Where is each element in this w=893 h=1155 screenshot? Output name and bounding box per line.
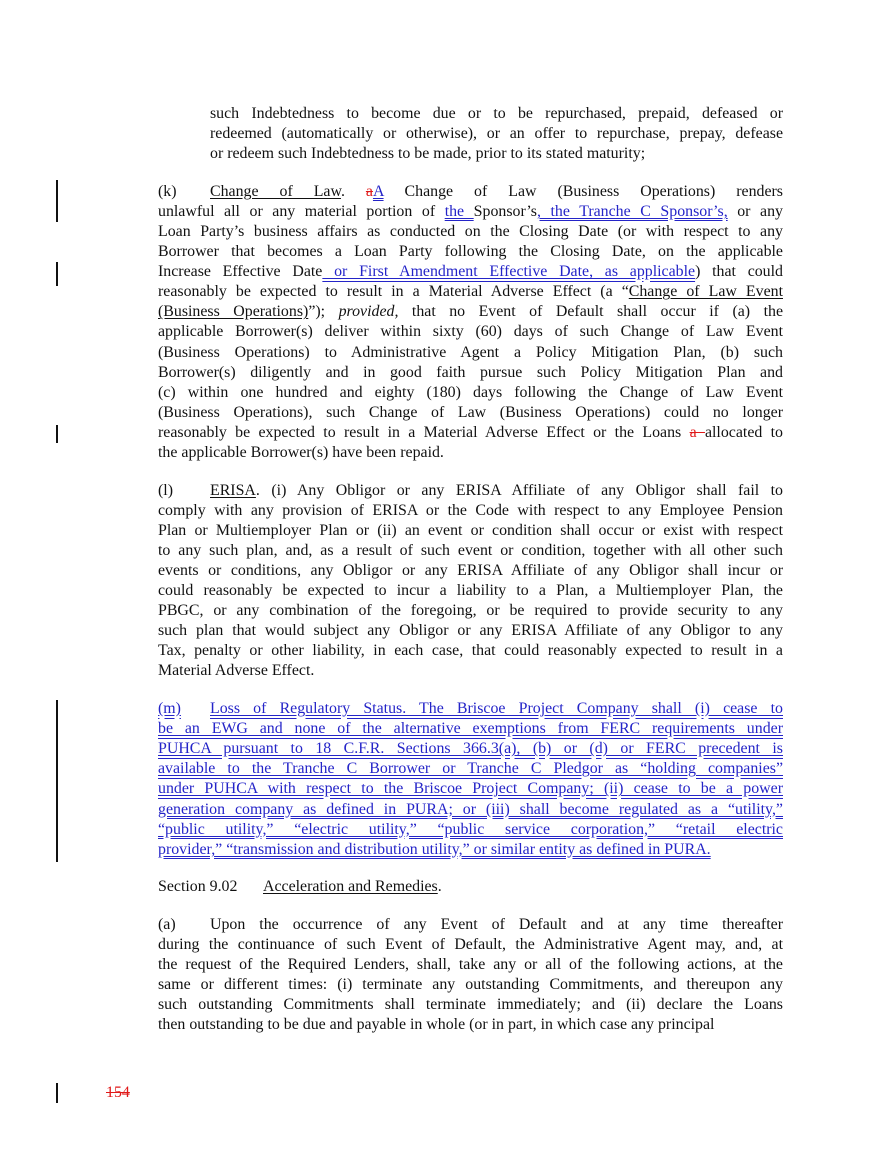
text-line bbox=[158, 955, 783, 975]
clause-label: (m) bbox=[158, 700, 181, 718]
text-run: (Business Operations) to Administrative Agent a Policy Mitigation Plan, (b) such bbox=[158, 343, 783, 361]
text-run: Borrower that becomes a Loan Party following the Closing Date, on the applicable bbox=[158, 243, 783, 261]
text-line bbox=[158, 124, 783, 144]
text-line bbox=[158, 501, 783, 521]
deleted-text: a bbox=[365, 182, 373, 200]
text-line bbox=[158, 995, 783, 1015]
text-run: (Business Operations), such Change of Law (Business Operations) could no longer bbox=[158, 403, 783, 421]
text-run: reasonably be expected to result in a Material Adverse Effect or the Loans bbox=[158, 423, 690, 441]
text-line bbox=[158, 322, 783, 342]
document-body bbox=[158, 104, 783, 1053]
text-line bbox=[158, 915, 783, 935]
inserted-text: under PUHCA with respect to the Briscoe Project Company; (ii) cease to be a power bbox=[158, 780, 783, 798]
text-run: Plan or Multiemployer Plan or (ii) an event or condition shall occur or exist with respect bbox=[158, 521, 783, 539]
text-run: . bbox=[437, 878, 442, 896]
text-line bbox=[158, 521, 783, 541]
text-run: or redeem such Indebtedness to be made, prior to its stated maturity; bbox=[210, 145, 646, 163]
text-run: the request of the Required Lenders, shall, take any or all of the following actions, at the bbox=[158, 956, 783, 974]
text-line bbox=[158, 104, 783, 124]
text-run: Tax, penalty or other liability, in each case, that could reasonably expected to result in a bbox=[158, 642, 783, 660]
inserted-text: “public utility,” “electric utility,” “public service corporation,” “retail electric bbox=[158, 820, 783, 838]
text-line bbox=[158, 262, 783, 282]
text-line bbox=[158, 481, 783, 501]
text-line bbox=[158, 302, 783, 322]
text-line bbox=[158, 935, 783, 955]
text-run: to any such plan, and, as a result of such event or condition, together with all other such bbox=[158, 541, 783, 559]
text-run: then outstanding to be due and payable in whole (or in part, in which case any principal bbox=[158, 1016, 715, 1034]
text-run: or any bbox=[727, 202, 783, 220]
text-line bbox=[158, 423, 783, 443]
inserted-text: , the Tranche C Sponsor’s, bbox=[536, 202, 728, 220]
text-line bbox=[158, 820, 783, 840]
clause-label: (l) bbox=[158, 481, 173, 499]
text-line bbox=[158, 202, 783, 222]
text-run: same or different times: (i) terminate any outstanding Commitments, and thereupon any bbox=[158, 976, 783, 994]
inserted-text: A bbox=[372, 182, 384, 200]
text-line bbox=[158, 343, 783, 363]
text-run: comply with any provision of ERISA or the Code with respect to any Employee Pension bbox=[158, 501, 783, 519]
text-run: that no Event of Default shall occur if (a) the bbox=[398, 303, 783, 321]
text-line bbox=[158, 222, 783, 242]
text-run: Sponsor’s bbox=[473, 202, 537, 220]
inserted-text: the bbox=[444, 202, 474, 220]
text-run: ”); bbox=[308, 303, 339, 321]
text-run: unlawful all or any material portion of bbox=[158, 202, 445, 220]
text-line bbox=[158, 1015, 783, 1035]
text-line bbox=[158, 144, 783, 164]
text-run: PBGC, or any combination of the foregoing, or be required to provide security to any bbox=[158, 602, 783, 620]
text-run: . bbox=[340, 182, 366, 200]
section-number: Section 9.02 bbox=[158, 878, 238, 896]
text-line bbox=[158, 975, 783, 995]
underlined-heading: Change of Law Event bbox=[628, 283, 783, 301]
text-line bbox=[158, 541, 783, 561]
text-line bbox=[158, 182, 783, 202]
text-run: reasonably be expected to result in a Material Adverse Effect (a “ bbox=[158, 283, 629, 301]
text-line bbox=[158, 641, 783, 661]
text-run: Change of Law (Business Operations) renders bbox=[383, 182, 783, 200]
text-run: such plan that would subject any Obligor or any ERISA Affiliate of any Obligor to any bbox=[158, 622, 783, 640]
text-line bbox=[158, 403, 783, 423]
underlined-heading: Acceleration and Remedies bbox=[263, 878, 438, 896]
text-line bbox=[158, 800, 783, 820]
inserted-text: or First Amendment Effective Date, as applicable bbox=[322, 263, 696, 281]
text-line bbox=[158, 840, 783, 860]
text-line bbox=[158, 242, 783, 262]
text-run: redeemed (automatically or otherwise), or an offer to repurchase, prepay, defease bbox=[210, 125, 783, 143]
text-line bbox=[158, 282, 783, 302]
text-run: (c) within one hundred and eighty (180) days following the Change of Law Event bbox=[158, 383, 783, 401]
paragraph-k-change-of-law bbox=[158, 182, 783, 463]
paragraph-l-erisa bbox=[158, 481, 783, 682]
clause-label: (k) bbox=[158, 182, 177, 200]
text-line bbox=[158, 759, 783, 779]
text-line bbox=[158, 601, 783, 621]
text-line bbox=[158, 719, 783, 739]
text-run: ) that could bbox=[695, 263, 783, 281]
text-line bbox=[158, 621, 783, 641]
change-bar bbox=[56, 180, 58, 222]
text-line bbox=[158, 661, 783, 681]
text-line bbox=[158, 779, 783, 799]
text-run: such Indebtedness to become due or to be repurchased, prepaid, defeased or bbox=[210, 105, 783, 122]
text-run: . (i) Any Obligor or any ERISA Affiliate of any Obligor shall fail to bbox=[255, 481, 783, 499]
text-run: applicable Borrower(s) deliver within sixty (60) days of such Change of Law Event bbox=[158, 323, 783, 341]
inserted-text: provider,” “transmission and distribution utility,” or similar entity as defined in PURA. bbox=[158, 840, 711, 858]
text-run: Borrower(s) diligently and in good faith pursue such Policy Mitigation Plan and bbox=[158, 363, 783, 381]
change-bar bbox=[56, 425, 58, 443]
inserted-text: generation company as defined in PURA; or (iii) shall become regulated as a “utility,” bbox=[158, 800, 783, 818]
paragraph-m-loss-of-regulatory-status bbox=[158, 699, 783, 860]
text-run: events or conditions, any Obligor or any ERISA Affiliate of any Obligor shall incur or bbox=[158, 561, 783, 579]
text-line bbox=[158, 383, 783, 403]
underlined-heading: Change of Law bbox=[210, 182, 341, 200]
change-bar bbox=[56, 1083, 58, 1103]
text-line bbox=[158, 581, 783, 601]
change-bar bbox=[56, 700, 58, 862]
text-line bbox=[158, 363, 783, 383]
paragraph-a-acceleration bbox=[158, 915, 783, 1036]
page-number: 154 bbox=[106, 1084, 130, 1101]
text-run: Loan Party’s business affairs as conducted on the Closing Date (or with respect to any bbox=[158, 222, 783, 240]
text-line bbox=[158, 443, 783, 463]
text-run: such outstanding Commitments shall terminate immediately; and (ii) declare the Loans bbox=[158, 996, 783, 1014]
deleted-text: a bbox=[689, 423, 705, 441]
text-run: the applicable Borrower(s) have been repaid. bbox=[158, 444, 444, 461]
inserted-text: available to the Tranche C Borrower or Tranche C Pledgor as “holding companies” bbox=[158, 760, 783, 778]
clause-label: (a) bbox=[158, 915, 176, 933]
section-heading-9-02 bbox=[158, 877, 783, 897]
text-line bbox=[158, 739, 783, 759]
text-run: Increase Effective Date bbox=[158, 263, 323, 281]
text-run: allocated to bbox=[704, 423, 784, 441]
text-run: Material Adverse Effect. bbox=[158, 662, 315, 680]
text-run: could reasonably be expected to incur a liability to a Plan, a Multiemployer Plan, the bbox=[158, 582, 783, 600]
text-line bbox=[158, 877, 783, 897]
inserted-text: be an EWG and none of the alternative exemptions from FERC requirements under bbox=[158, 720, 783, 738]
text-run: during the continuance of such Event of Default, the Administrative Agent may, and, at bbox=[158, 935, 783, 953]
inserted-text: Loss of Regulatory Status. The Briscoe Project Company shall (i) cease to bbox=[210, 700, 783, 718]
text-run: Upon the occurrence of any Event of Default and at any time thereafter bbox=[210, 915, 783, 933]
inserted-text: PUHCA pursuant to 18 C.F.R. Sections 366.3(a), (b) or (d) or FERC precedent is bbox=[158, 740, 783, 758]
text-line bbox=[158, 699, 783, 719]
text-line bbox=[158, 561, 783, 581]
underlined-heading: (Business Operations) bbox=[158, 303, 309, 321]
underlined-heading: ERISA bbox=[210, 481, 256, 499]
paragraph-indebtedness-continued bbox=[158, 104, 783, 164]
italic-text: provided, bbox=[338, 303, 399, 321]
change-bar bbox=[56, 262, 58, 286]
